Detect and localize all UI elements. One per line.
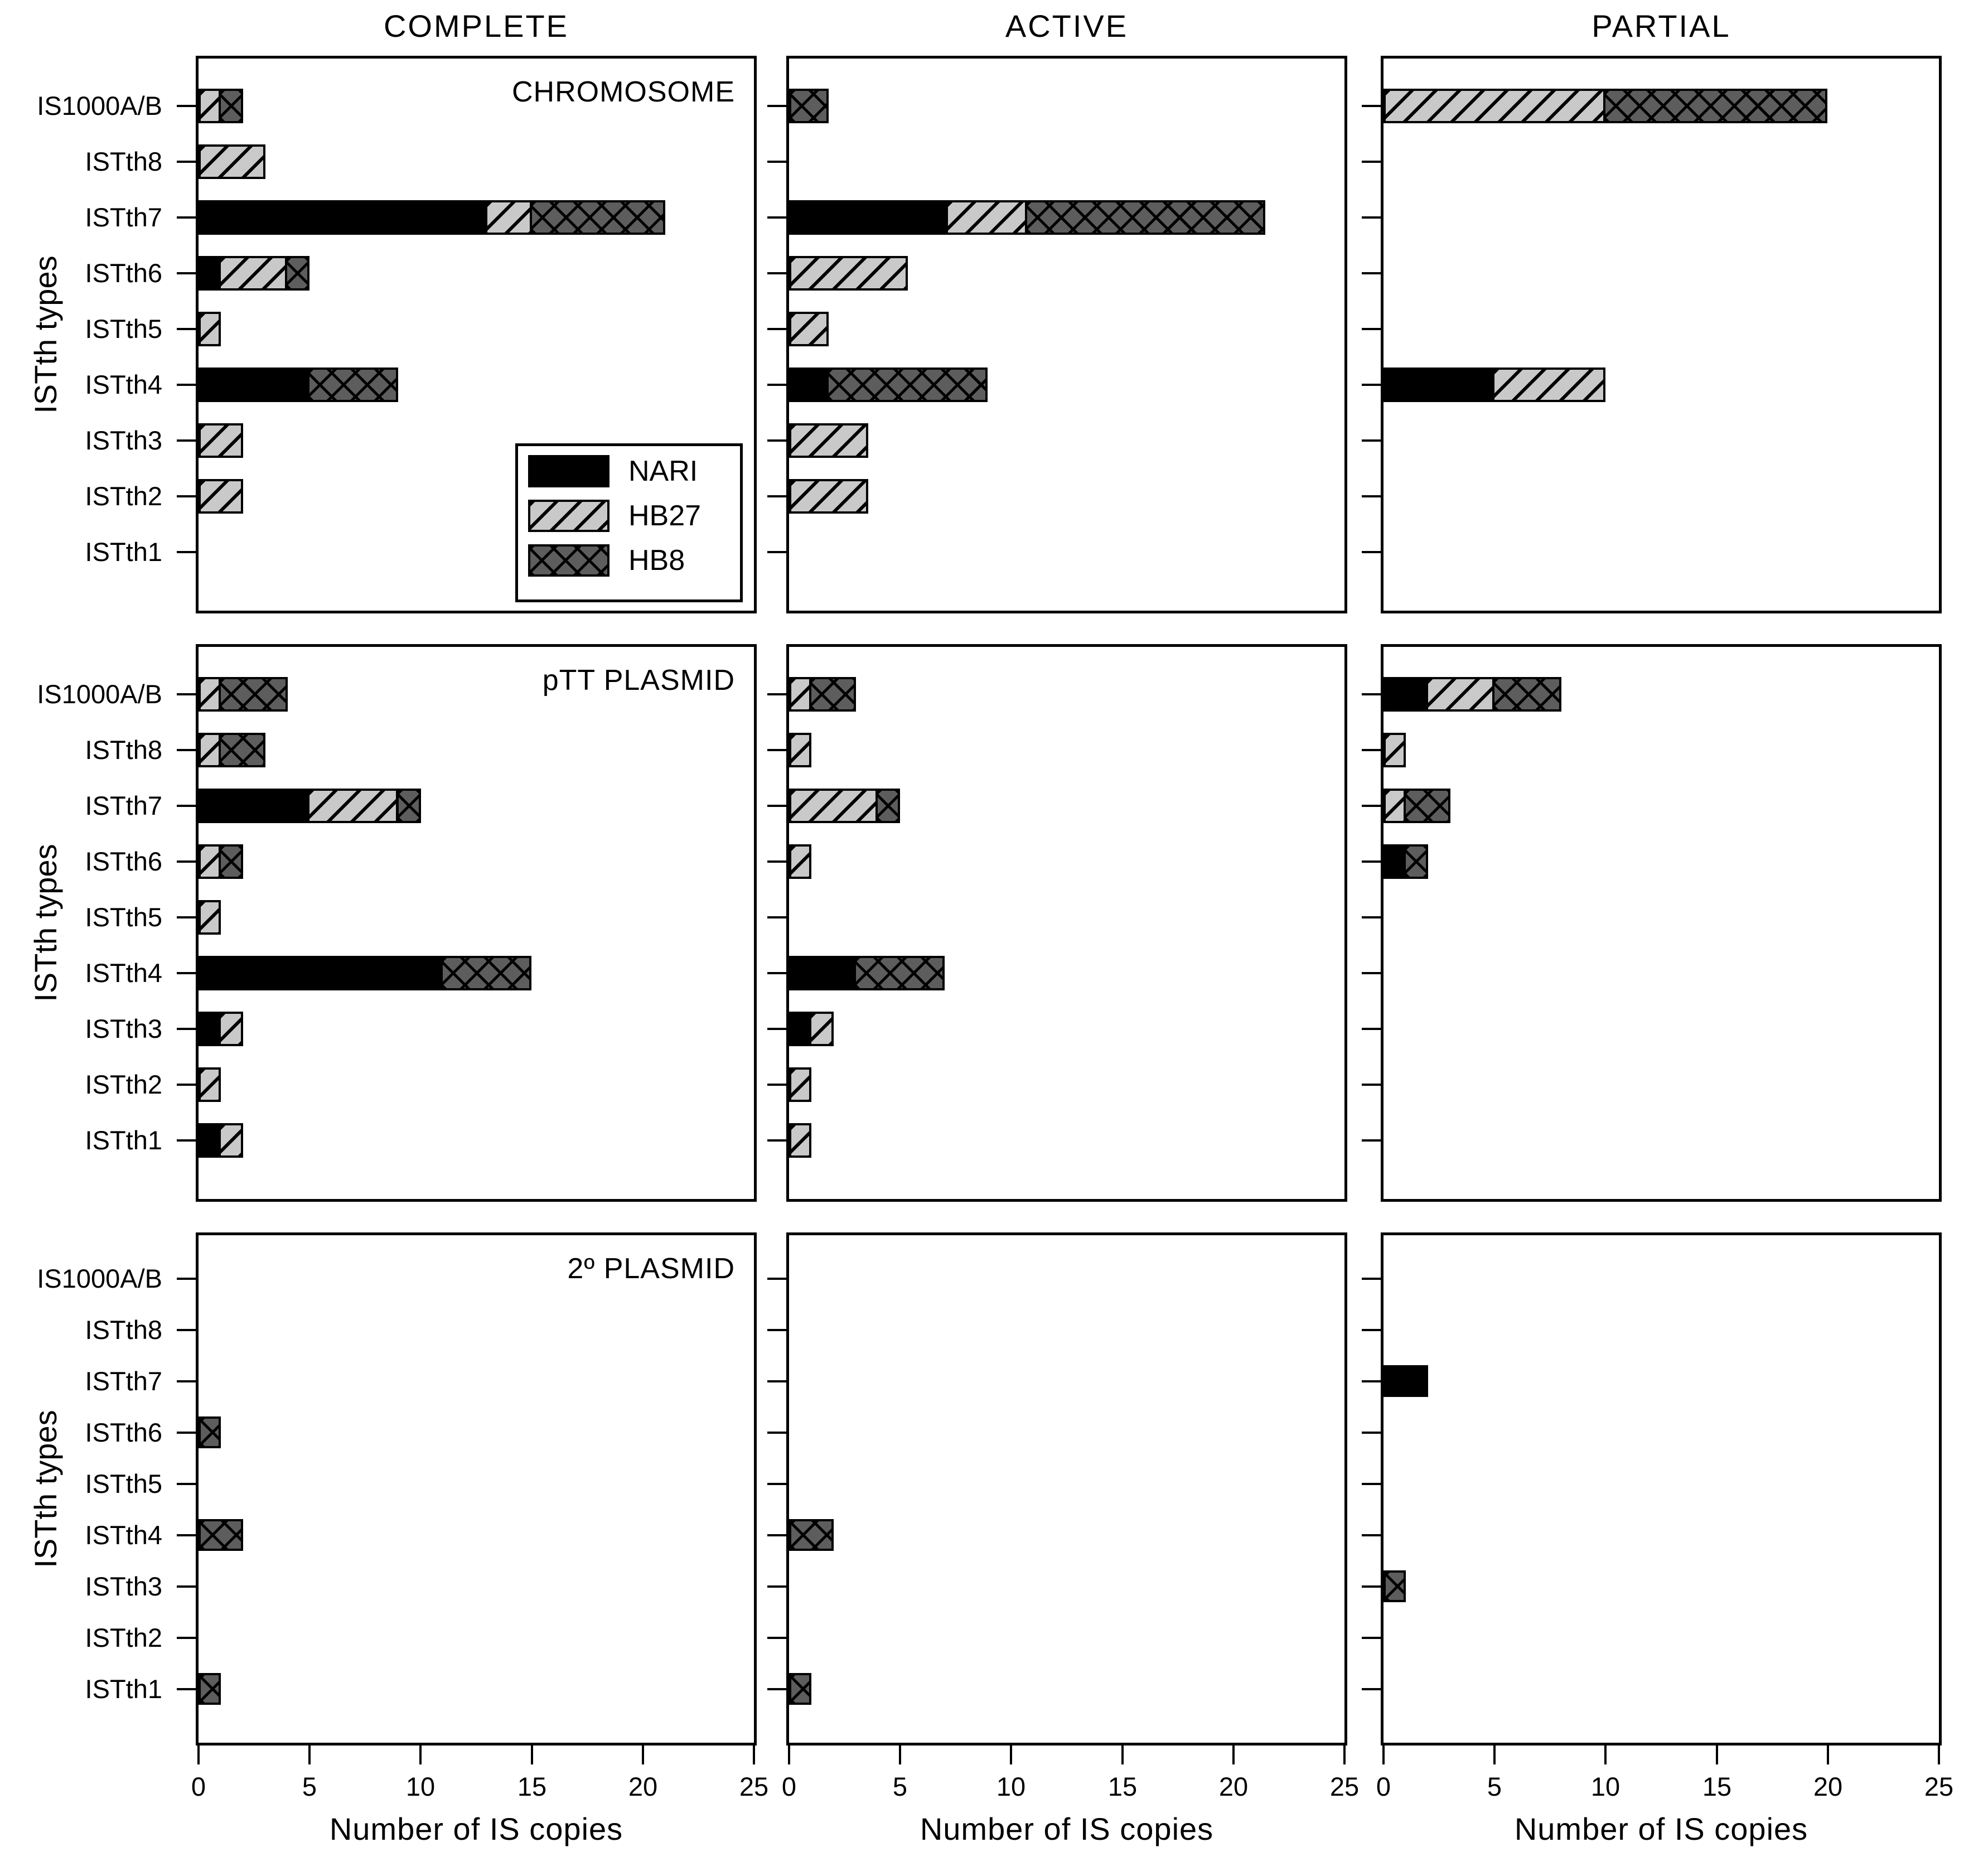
y-axis-tick: [177, 916, 196, 918]
bar-segment-hb8: [199, 1673, 221, 1705]
bar-segment-hb27: [946, 200, 1027, 235]
x-tick-label: 15: [517, 1772, 547, 1801]
y-axis-tick: [177, 972, 196, 974]
bar-segment-hb8: [1404, 789, 1450, 823]
bar-segment-hb27: [789, 256, 908, 291]
y-axis-tick: [177, 161, 196, 163]
y-tick-label: ISTth1: [85, 1125, 162, 1155]
bar-segment-hb27: [789, 1123, 811, 1158]
x-axis-tick: [1121, 1746, 1124, 1764]
bar-segment-hb27: [789, 312, 829, 346]
y-axis-tick: [177, 551, 196, 553]
legend-label: HB27: [628, 500, 702, 532]
y-axis-tick: [767, 1637, 786, 1639]
x-axis-tick: [1010, 1746, 1012, 1764]
panel-chromosome-active: [786, 56, 1347, 613]
bar-segment-hb27: [199, 844, 221, 879]
bar-segment-hb8: [396, 789, 421, 823]
bar-segment-hb8: [530, 200, 665, 235]
y-axis-tick: [1362, 384, 1381, 386]
legend-label: HB8: [628, 544, 685, 577]
y-axis-tick: [767, 1139, 786, 1142]
y-axis-tick: [1362, 749, 1381, 751]
bar-segment-hb8: [1025, 200, 1265, 235]
bar-segment-hb8: [1603, 89, 1827, 123]
y-tick-label: ISTth4: [85, 370, 162, 399]
y-axis-tick: [767, 1028, 786, 1030]
bar-segment-hb8: [285, 256, 309, 291]
legend-label: NARI: [628, 455, 698, 487]
y-axis-tick: [767, 105, 786, 107]
x-tick-label: 5: [302, 1772, 317, 1801]
y-tick-label: ISTth6: [85, 258, 162, 288]
y-axis-tick: [767, 749, 786, 751]
y-axis-tick: [177, 805, 196, 807]
bar-segment-hb27: [1383, 789, 1406, 823]
bar-segment-nari: [199, 956, 443, 990]
legend-swatch-nari: [528, 455, 609, 487]
column-title: COMPLETE: [383, 8, 569, 43]
y-axis-tick: [177, 384, 196, 386]
x-tick-label: 10: [1590, 1772, 1620, 1801]
x-tick-label: 20: [1218, 1772, 1249, 1801]
x-tick-label: 25: [1924, 1772, 1954, 1801]
x-tick-label: 5: [1487, 1772, 1502, 1801]
panel-2-plasmid-active: [786, 1232, 1347, 1746]
y-tick-label: ISTth2: [85, 1070, 162, 1099]
y-axis-tick: [1362, 805, 1381, 807]
bar-segment-hb27: [199, 677, 221, 712]
y-tick-label: ISTth3: [85, 1014, 162, 1043]
x-axis-tick: [308, 1746, 311, 1764]
y-axis-tick: [1362, 1534, 1381, 1536]
y-tick-label: ISTth2: [85, 1623, 162, 1652]
y-axis-tick: [767, 1329, 786, 1331]
bar-segment-hb27: [789, 423, 868, 458]
bar-segment-hb8: [219, 89, 243, 123]
y-axis-tick: [1362, 1139, 1381, 1142]
y-axis-label: ISTth types: [28, 1410, 63, 1568]
y-axis-tick: [767, 1084, 786, 1086]
x-tick-label: 0: [781, 1772, 797, 1801]
y-tick-label: ISTth5: [85, 902, 162, 932]
y-axis-tick: [1362, 1084, 1381, 1086]
y-axis-tick: [1362, 328, 1381, 330]
y-axis-tick: [177, 1139, 196, 1142]
bar-segment-hb8: [219, 844, 243, 879]
y-tick-label: ISTth6: [85, 1418, 162, 1447]
y-axis-tick: [1362, 439, 1381, 442]
bar-segment-hb27: [199, 89, 221, 123]
y-axis-tick: [1362, 1432, 1381, 1434]
y-tick-label: IS1000A/B: [37, 1264, 162, 1293]
bar-segment-hb27: [199, 144, 265, 179]
y-axis-tick: [767, 916, 786, 918]
bar-segment-hb8: [199, 1519, 243, 1551]
x-axis-tick: [1716, 1746, 1718, 1764]
column-title: PARTIAL: [1591, 8, 1731, 43]
panel-row-title: pTT PLASMID: [542, 664, 735, 697]
panel-2-plasmid-partial: [1381, 1232, 1942, 1746]
x-tick-label: 25: [1329, 1772, 1360, 1801]
x-axis-label: Number of IS copies: [1514, 1811, 1808, 1846]
y-axis-tick: [1362, 1380, 1381, 1382]
x-axis-tick: [1604, 1746, 1607, 1764]
y-axis-tick: [767, 216, 786, 219]
y-axis-tick: [767, 328, 786, 330]
bar-segment-nari: [199, 789, 309, 823]
panel-ptt-plasmid-partial: [1381, 644, 1942, 1202]
y-axis-tick: [1362, 1028, 1381, 1030]
x-axis-tick: [788, 1746, 790, 1764]
y-axis-tick: [767, 860, 786, 863]
bar-segment-hb27: [789, 844, 811, 879]
column-title: ACTIVE: [1005, 8, 1129, 43]
bar-segment-nari: [199, 1123, 221, 1158]
bar-segment-hb27: [219, 256, 288, 291]
y-axis-tick: [177, 105, 196, 107]
bar-segment-hb8: [199, 1416, 221, 1448]
bar-segment-hb8: [826, 368, 988, 402]
y-axis-label: ISTth types: [28, 255, 63, 414]
bar-segment-hb8: [1404, 844, 1428, 879]
panel-2-plasmid-complete: [196, 1232, 757, 1746]
y-tick-label: ISTth1: [85, 1674, 162, 1704]
bar-segment-hb27: [789, 1067, 811, 1102]
x-tick-label: 15: [1702, 1772, 1732, 1801]
y-axis-tick: [177, 1534, 196, 1536]
y-axis-tick: [1362, 860, 1381, 863]
y-tick-label: ISTth4: [85, 958, 162, 988]
panel-ptt-plasmid-active: [786, 644, 1347, 1202]
y-axis-tick: [767, 1585, 786, 1588]
panel-chromosome-partial: [1381, 56, 1942, 613]
bar-segment-hb27: [199, 733, 221, 767]
x-axis-tick: [899, 1746, 901, 1764]
x-tick-label: 15: [1107, 1772, 1138, 1801]
y-axis-tick: [177, 1028, 196, 1030]
bar-segment-hb27: [1426, 677, 1495, 712]
y-axis-tick: [1362, 1688, 1381, 1690]
y-axis-label: ISTth types: [28, 844, 63, 1002]
y-axis-tick: [767, 495, 786, 497]
bar-segment-hb8: [789, 89, 829, 123]
bar-segment-nari: [789, 956, 856, 990]
y-axis-tick: [1362, 105, 1381, 107]
bar-segment-hb8: [441, 956, 531, 990]
y-tick-label: ISTth7: [85, 791, 162, 820]
bar-segment-hb27: [1492, 368, 1605, 402]
y-axis-tick: [1362, 161, 1381, 163]
legend-swatch-hb8: [528, 544, 609, 577]
bar-segment-hb8: [854, 956, 945, 990]
bar-segment-hb8: [1383, 1570, 1406, 1602]
bar-segment-hb27: [809, 1012, 834, 1046]
y-tick-label: IS1000A/B: [37, 679, 162, 709]
bar-segment-hb8: [1492, 677, 1561, 712]
y-tick-label: ISTth8: [85, 735, 162, 765]
y-tick-label: ISTth6: [85, 847, 162, 876]
y-axis-tick: [767, 161, 786, 163]
x-axis-label: Number of IS copies: [329, 1811, 623, 1846]
bar-segment-hb27: [789, 677, 811, 712]
y-axis-tick: [177, 1432, 196, 1434]
y-axis-tick: [767, 1432, 786, 1434]
bar-segment-hb27: [307, 789, 398, 823]
bar-segment-hb27: [1383, 733, 1406, 767]
y-axis-tick: [177, 1084, 196, 1086]
y-axis-tick: [177, 1483, 196, 1485]
y-tick-label: ISTth4: [85, 1520, 162, 1550]
x-tick-label: 20: [1813, 1772, 1843, 1801]
y-axis-tick: [767, 693, 786, 695]
y-axis-tick: [177, 216, 196, 219]
y-axis-tick: [1362, 495, 1381, 497]
y-tick-label: ISTth3: [85, 426, 162, 455]
x-axis-tick: [1938, 1746, 1940, 1764]
bar-segment-hb8: [307, 368, 398, 402]
y-axis-tick: [1362, 916, 1381, 918]
y-tick-label: IS1000A/B: [37, 91, 162, 120]
bar-segment-nari: [199, 1012, 221, 1046]
x-axis-tick: [753, 1746, 755, 1764]
y-tick-label: ISTth1: [85, 537, 162, 567]
y-axis-tick: [177, 439, 196, 442]
y-axis-tick: [177, 749, 196, 751]
x-tick-label: 10: [405, 1772, 436, 1801]
x-axis-tick: [1232, 1746, 1235, 1764]
bar-segment-hb8: [219, 733, 265, 767]
y-axis-tick: [177, 1585, 196, 1588]
y-tick-label: ISTth7: [85, 202, 162, 232]
x-axis-label: Number of IS copies: [920, 1811, 1214, 1846]
bar-segment-hb8: [219, 677, 288, 712]
x-axis-tick: [531, 1746, 533, 1764]
y-axis-tick: [767, 439, 786, 442]
bar-segment-hb8: [789, 1519, 834, 1551]
x-axis-tick: [642, 1746, 644, 1764]
y-axis-tick: [1362, 272, 1381, 274]
y-axis-tick: [177, 328, 196, 330]
y-tick-label: ISTth7: [85, 1366, 162, 1396]
y-axis-tick: [1362, 1329, 1381, 1331]
panel-ptt-plasmid-complete: [196, 644, 757, 1202]
y-axis-tick: [177, 495, 196, 497]
x-tick-label: 0: [191, 1772, 206, 1801]
y-axis-tick: [767, 551, 786, 553]
bar-segment-nari: [1383, 1365, 1428, 1397]
panel-row-title: 2º PLASMID: [567, 1253, 735, 1285]
y-tick-label: ISTth3: [85, 1572, 162, 1601]
y-tick-label: ISTth5: [85, 1469, 162, 1498]
bar-segment-hb27: [199, 479, 243, 514]
x-axis-tick: [197, 1746, 200, 1764]
x-axis-tick: [1343, 1746, 1346, 1764]
y-axis-tick: [767, 1534, 786, 1536]
y-tick-label: ISTth8: [85, 147, 162, 176]
bar-segment-nari: [789, 368, 829, 402]
panel-row-title: CHROMOSOME: [512, 76, 735, 108]
y-axis-tick: [177, 1329, 196, 1331]
x-tick-label: 20: [628, 1772, 658, 1801]
x-axis-tick: [419, 1746, 422, 1764]
bar-segment-hb27: [1383, 89, 1605, 123]
y-tick-label: ISTth5: [85, 314, 162, 344]
x-tick-label: 25: [739, 1772, 769, 1801]
y-axis-tick: [177, 1688, 196, 1690]
y-axis-tick: [177, 860, 196, 863]
y-axis-tick: [1362, 551, 1381, 553]
bar-segment-nari: [1383, 844, 1406, 879]
bar-segment-hb27: [199, 900, 221, 935]
y-axis-tick: [177, 272, 196, 274]
panel-chromosome-complete: [196, 56, 757, 613]
bar-segment-hb8: [875, 789, 900, 823]
y-axis-tick: [1362, 1637, 1381, 1639]
bar-segment-hb8: [789, 1673, 811, 1705]
y-axis-tick: [767, 1483, 786, 1485]
bar-segment-hb27: [789, 479, 868, 514]
legend-box: [515, 443, 743, 602]
bar-segment-hb27: [199, 312, 221, 346]
y-axis-tick: [1362, 972, 1381, 974]
bar-segment-hb27: [199, 1067, 221, 1102]
bar-segment-hb27: [485, 200, 532, 235]
bar-segment-nari: [199, 200, 487, 235]
y-axis-tick: [1362, 1278, 1381, 1280]
bar-segment-hb27: [789, 733, 811, 767]
y-axis-tick: [767, 1380, 786, 1382]
bar-segment-hb8: [809, 677, 856, 712]
bar-segment-nari: [789, 1012, 811, 1046]
x-axis-tick: [1827, 1746, 1829, 1764]
x-tick-label: 5: [892, 1772, 908, 1801]
bar-segment-hb27: [219, 1123, 243, 1158]
y-axis-tick: [1362, 216, 1381, 219]
y-axis-tick: [767, 1688, 786, 1690]
y-axis-tick: [767, 1278, 786, 1280]
y-axis-tick: [177, 1380, 196, 1382]
x-axis-tick: [1493, 1746, 1496, 1764]
bar-segment-hb27: [789, 789, 878, 823]
x-tick-label: 10: [996, 1772, 1026, 1801]
y-axis-tick: [1362, 1483, 1381, 1485]
y-axis-tick: [177, 1637, 196, 1639]
legend-swatch-hb27: [528, 500, 609, 532]
x-tick-label: 0: [1376, 1772, 1391, 1801]
bar-segment-hb27: [199, 423, 243, 458]
bar-segment-nari: [199, 256, 221, 291]
bar-segment-nari: [199, 368, 309, 402]
y-axis-tick: [177, 1278, 196, 1280]
y-axis-tick: [177, 693, 196, 695]
y-axis-tick: [767, 805, 786, 807]
y-axis-tick: [1362, 693, 1381, 695]
bar-segment-nari: [1383, 677, 1428, 712]
y-axis-tick: [767, 972, 786, 974]
x-axis-tick: [1382, 1746, 1385, 1764]
bar-segment-nari: [789, 200, 948, 235]
bar-segment-hb27: [219, 1012, 243, 1046]
y-tick-label: ISTth8: [85, 1315, 162, 1345]
y-axis-tick: [767, 272, 786, 274]
y-axis-tick: [767, 384, 786, 386]
bar-segment-nari: [1383, 368, 1494, 402]
y-tick-label: ISTth2: [85, 481, 162, 511]
y-axis-tick: [1362, 1585, 1381, 1588]
